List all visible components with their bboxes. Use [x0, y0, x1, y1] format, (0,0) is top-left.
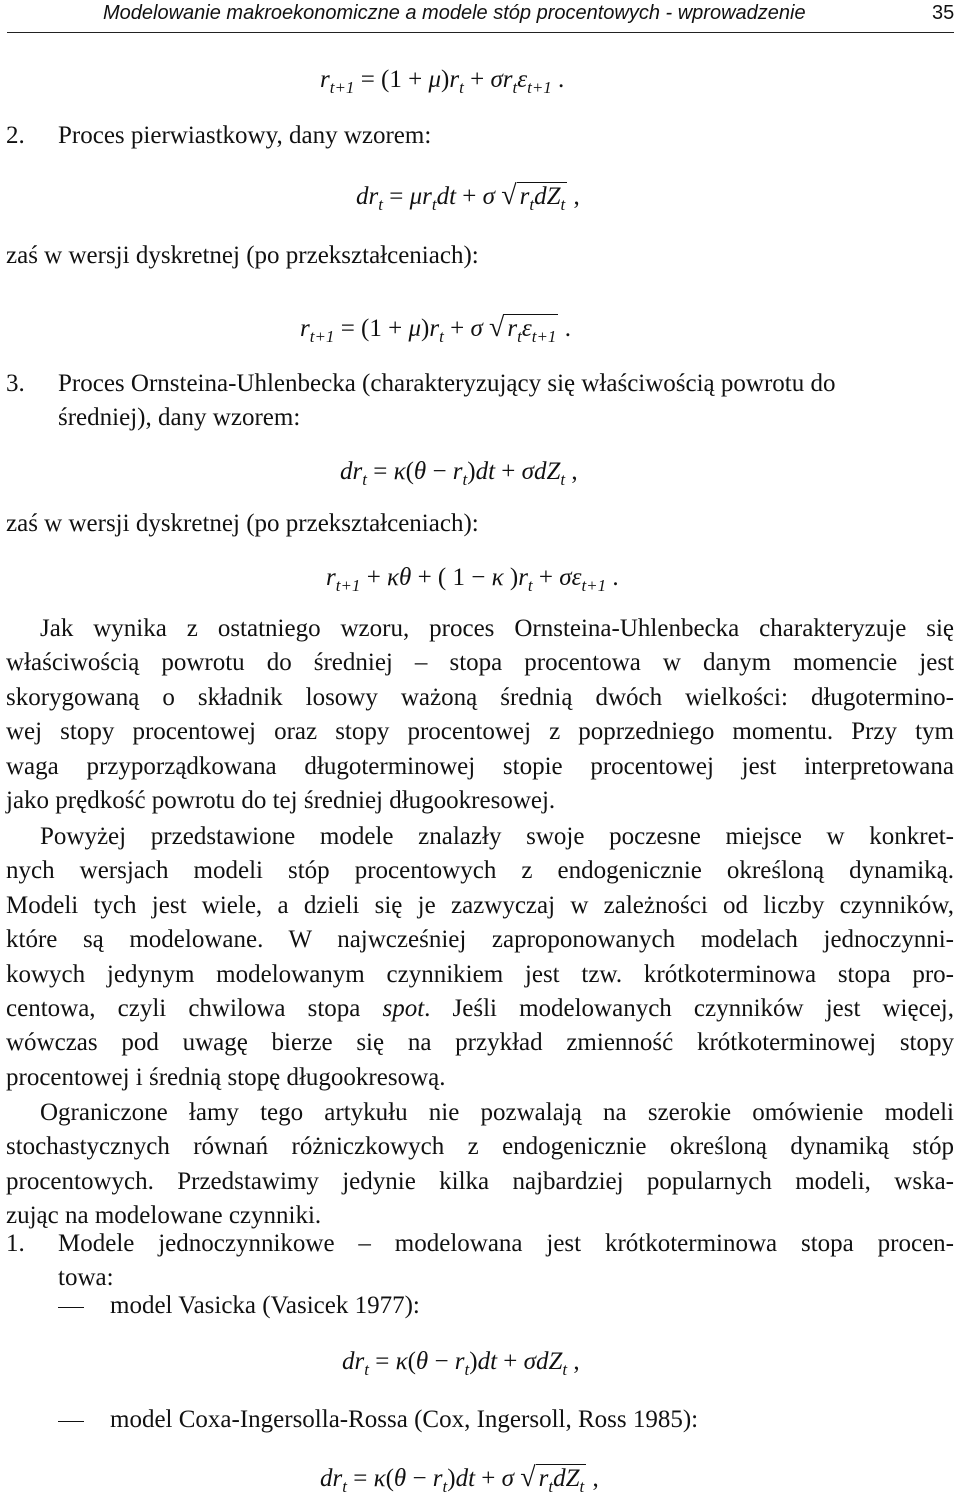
equation-sqrt-process: $dr_t = \mu r_tdt + \sigma$ √ $r_tdZ_t$ , — [356, 180, 580, 214]
paragraph-line: Modele jednoczynnikowe – modelowana jest krótkoterminowa stopa procen- — [58, 1230, 954, 1257]
paragraph-line: procentowej i średnią stopę długookresową. — [6, 1063, 446, 1091]
paragraph-line: Powyżej przedstawione modele znalazły swoje poczesne miejsce w konkret- — [40, 823, 954, 850]
equation-sqrt-discrete: $r_{t+1} = (1 + \mu)r_t + \sigma$ √ $r_t\varepsilon_{t+1}$ . — [300, 312, 571, 346]
model-cir-label: model Coxa-Ingersolla-Rossa (Cox, Ingersoll, Ross 1985): — [110, 1406, 699, 1433]
paragraph-line: wówczas pod uwagę bierze się na przykład zmienność krótkoterminowej stopy — [6, 1029, 954, 1057]
running-header — [0, 0, 960, 40]
paragraph-line: które są modelowane. W najwcześniej zaproponowanych modelach jednoczynni- — [6, 926, 954, 954]
model-vasicek-label: model Vasicka (Vasicek 1977): — [110, 1292, 420, 1319]
running-header-title: Modelowanie makroekonomiczne a modele stóp procentowych - wprowadzenie — [103, 2, 806, 24]
page-number: 35 — [932, 2, 955, 24]
paragraph-line: waga przyporządkowana długoterminowej stopie procentowej jest interpretowana — [6, 752, 954, 780]
bullet-dash-vasicek — [58, 1290, 84, 1322]
paragraph-line: towa: — [58, 1264, 114, 1292]
equation-gbm-discrete: $r_{t+1} = (1 + \mu)r_t + \sigma r_t\varepsilon_{t+1}$ . — [320, 66, 565, 97]
paragraph-line: właściwością powrotu do średniej – stopa procentowa w danym momencie jest — [6, 649, 954, 677]
paragraph-line: kowych jedynym modelowanym czynnikiem jest tzw. krótkoterminowa stopa pro- — [6, 960, 954, 988]
paragraph-line: wej stopy procentowej oraz stopy procentowej z poprzedniego momentu. Przy tym — [6, 718, 954, 746]
item-1-text — [58, 1227, 954, 1296]
paragraph-line: Modeli tych jest wiele, a dzieli się je zazwyczaj w zależności od liczby czynników, — [6, 891, 954, 919]
list-number-1: 1. — [6, 1230, 25, 1257]
paragraph-line: Jak wynika z ostatniego wzoru, proces Ornsteina-Uhlenbecka charakteryzuje się — [40, 615, 954, 642]
item-2-text: Proces pierwiastkowy, dany wzorem: — [58, 122, 432, 149]
bullet-dash-cir — [58, 1404, 84, 1436]
header-rule — [7, 32, 954, 33]
equation-cir: $dr_t = \kappa(\theta - r_t)dt + \sigma$ √ $r_tdZ_t$ , — [320, 1462, 599, 1496]
item-3-line-1: Proces Ornsteina-Uhlenbecka (charakteryzujący się właściwością powrotu do — [58, 370, 836, 397]
paragraph-ou-interpretation — [6, 612, 954, 818]
item-3-line-2: średniej), dany wzorem: — [58, 404, 301, 431]
list-number-2: 2. — [6, 122, 25, 149]
equation-ou-discrete: $r_{t+1} + \kappa\theta$ + ( 1 − κ )$r_t + \sigma\varepsilon_{t+1}$ . — [326, 564, 619, 595]
list-number-3: 3. — [6, 370, 25, 397]
paragraph-scope-note — [6, 1096, 954, 1234]
paragraph-models-overview — [6, 820, 954, 1095]
paragraph-line: skorygowaną o składnik losowy ważoną średnią dwóch wielkości: długotermino- — [6, 683, 954, 711]
paragraph-line: nych wersjach modeli stóp procentowych z endogenicznie określoną dynamiką. — [6, 857, 954, 885]
paragraph-line: Ograniczone łamy tego artykułu nie pozwalają na szerokie omówienie modeli — [40, 1099, 954, 1126]
paragraph-line: jako prędkość powrotu do tej średniej długookresowej. — [6, 787, 556, 815]
equation-vasicek: $dr_t = \kappa(\theta - r_t)dt + \sigma dZ_t$ , — [342, 1348, 580, 1379]
paragraph-line: stochastycznych równań różniczkowych z endogenicznie określoną dynamiką stóp — [6, 1133, 954, 1161]
paragraph-line: zując na modelowane czynniki. — [6, 1202, 322, 1230]
discrete-version-label-1: zaś w wersji dyskretnej (po przekształceniach): — [6, 242, 479, 269]
paragraph-line: centowa, czyli chwilowa stopa spot. Jeśli modelowanych czynników jest więcej, — [6, 995, 954, 1023]
discrete-version-label-2: zaś w wersji dyskretnej (po przekształceniach): — [6, 510, 479, 537]
equation-ou-process: $dr_t = \kappa(\theta - r_t)dt + \sigma dZ_t$ , — [340, 458, 578, 489]
italic-spot: spot — [382, 995, 425, 1023]
paragraph-line: procentowych. Przedstawimy jedynie kilka najbardziej popularnych modeli, wska- — [6, 1167, 954, 1195]
